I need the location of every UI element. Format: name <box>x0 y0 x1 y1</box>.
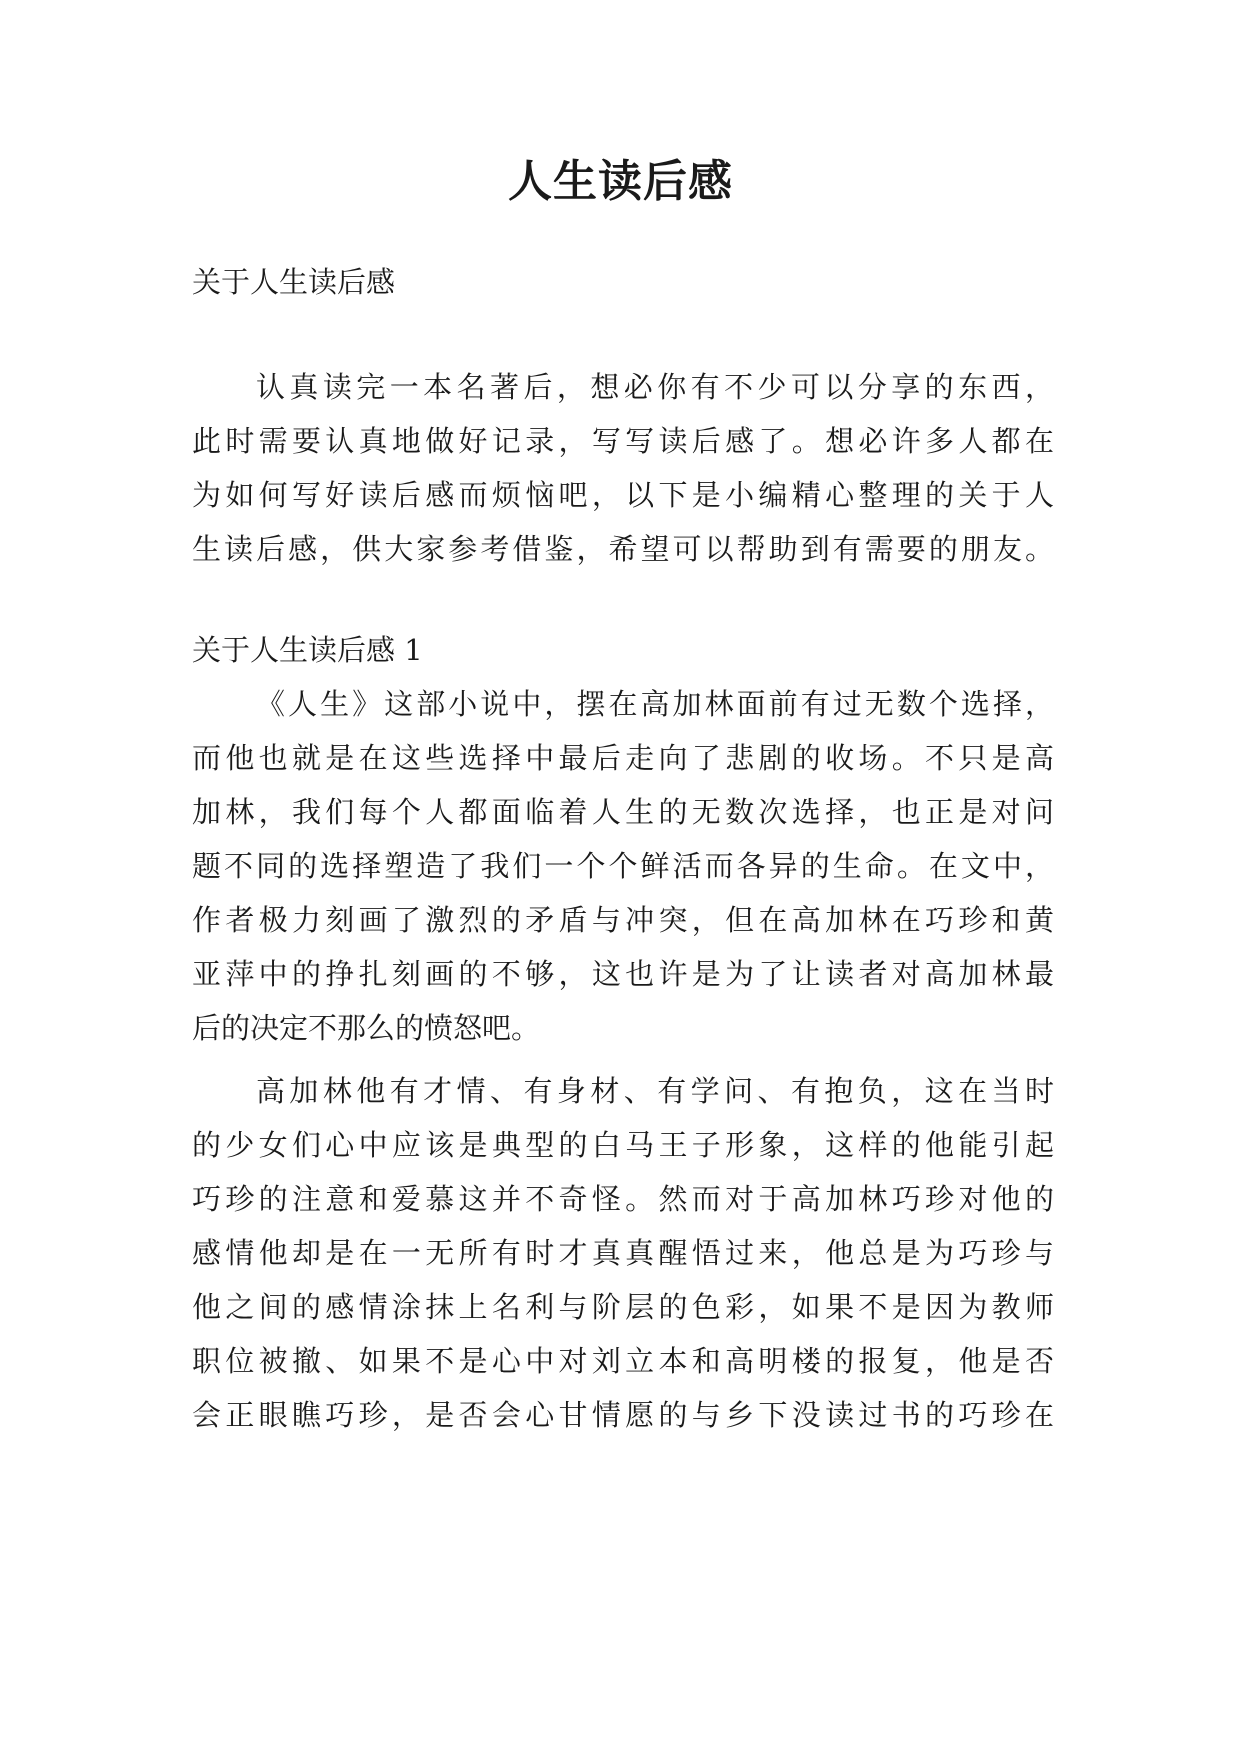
paragraph-line: 职位被撤、如果不是心中对刘立本和高明楼的报复，他是否 <box>192 1344 1054 1378</box>
paragraph-line: 的少女们心中应该是典型的白马王子形象，这样的他能引起 <box>192 1128 1054 1162</box>
intro-line: 为如何写好读后感而烦恼吧，以下是小编精心整理的关于人 <box>192 478 1054 512</box>
paragraph-line: 题不同的选择塑造了我们一个个鲜活而各异的生命。在文中， <box>192 849 1054 883</box>
intro-line: 生读后感，供大家参考借鉴，希望可以帮助到有需要的朋友。 <box>192 532 1054 566</box>
paragraph-line: 亚萍中的挣扎刻画的不够，这也许是为了让读者对高加林最 <box>192 957 1054 991</box>
paragraph-line: 加林，我们每个人都面临着人生的无数次选择，也正是对问 <box>192 795 1054 829</box>
paragraph-line: 而他也就是在这些选择中最后走向了悲剧的收场。不只是高 <box>192 741 1054 775</box>
paragraph-line: 感情他却是在一无所有时才真真醒悟过来，他总是为巧珍与 <box>192 1236 1054 1270</box>
intro-heading: 关于人生读后感 <box>192 265 396 299</box>
paragraph-line: 他之间的感情涂抹上名利与阶层的色彩，如果不是因为教师 <box>192 1290 1054 1324</box>
intro-line: 认真读完一本名著后，想必你有不少可以分享的东西， <box>256 370 1054 404</box>
paragraph-line: 巧珍的注意和爱慕这并不奇怪。然而对于高加林巧珍对他的 <box>192 1182 1054 1216</box>
paragraph-line: 《人生》这部小说中，摆在高加林面前有过无数个选择， <box>256 687 1054 721</box>
section-heading: 关于人生读后感 1 <box>192 633 423 667</box>
document-title: 人生读后感 <box>508 156 733 207</box>
paragraph-line: 高加林他有才情、有身材、有学问、有抱负，这在当时 <box>256 1074 1054 1108</box>
paragraph-line: 后的决定不那么的愤怒吧。 <box>192 1011 541 1045</box>
paragraph-line: 作者极力刻画了激烈的矛盾与冲突，但在高加林在巧珍和黄 <box>192 903 1054 937</box>
intro-line: 此时需要认真地做好记录，写写读后感了。想必许多人都在 <box>192 424 1054 458</box>
paragraph-line: 会正眼瞧巧珍，是否会心甘情愿的与乡下没读过书的巧珍在 <box>192 1398 1054 1432</box>
